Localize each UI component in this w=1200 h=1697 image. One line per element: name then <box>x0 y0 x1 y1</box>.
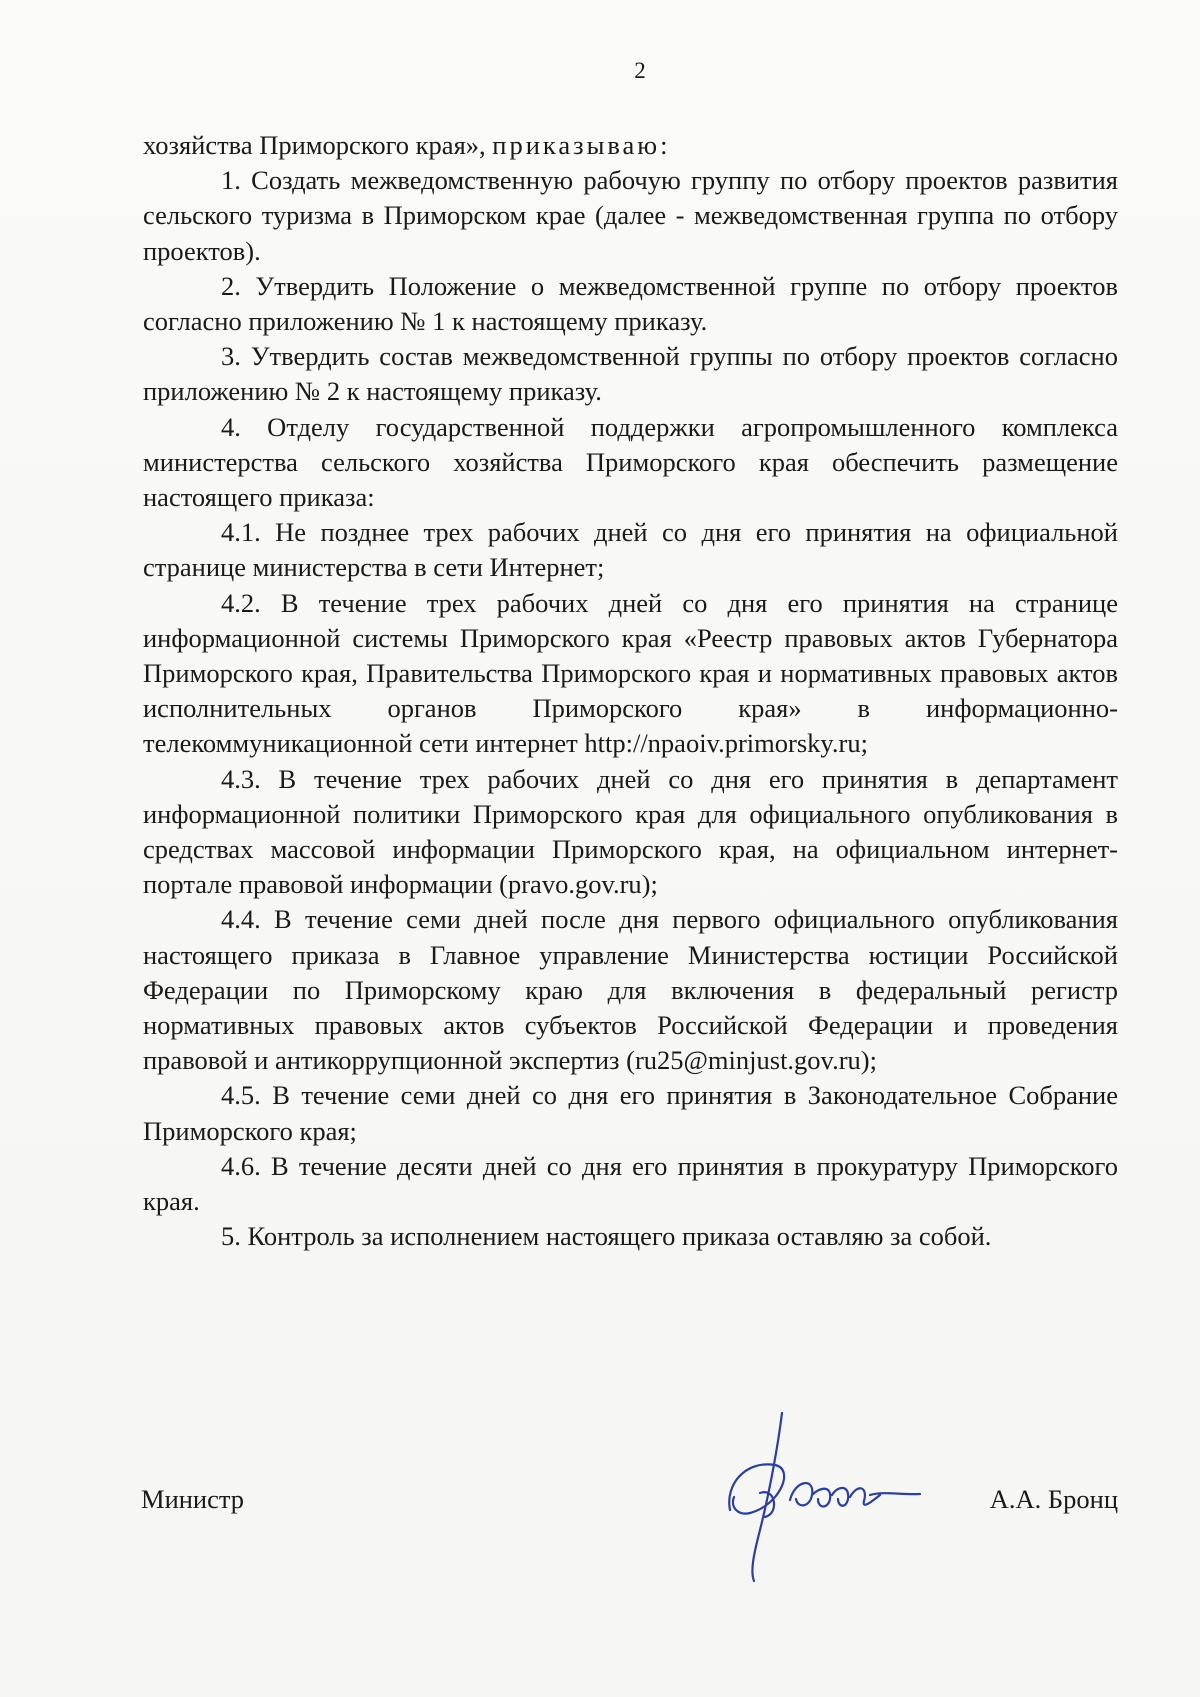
clause-3: 3. Утвердить состав межведомственной группы по отбору проектов согласно приложению № 2 к настоящему приказу. <box>143 341 1118 407</box>
intro-order-word: приказываю: <box>492 130 671 160</box>
clause-5: 5. Контроль за исполнением настоящего приказа оставляю за собой. <box>221 1221 992 1252</box>
intro-text: хозяйства Приморского края», <box>143 130 486 160</box>
clause-4: 4. Отделу государственной поддержки агропромышленного комплекса министерства сельского хозяйства Приморского края обеспечить размещение настоящего приказа: <box>143 411 1118 513</box>
clause-4-3: 4.3. В течение трех рабочих дней со дня его принятия в департамент информационной политики Приморского края для официального опубликования в средствах массовой информации Приморского края, на официальном интернет-портале правовой информации (pravo.gov.ru); <box>143 763 1118 900</box>
clause-4-5: 4.5. В течение семи дней со дня его принятия в Законодательное Собрание Приморского края; <box>143 1080 1118 1146</box>
signatory-name: А.А. Бронц <box>989 1484 1118 1514</box>
page-number: 2 <box>634 58 646 83</box>
signature-block <box>141 1484 1118 1524</box>
clause-4-4: 4.4. В течение семи дней после дня первого официального опубликования настоящего приказа в Главное управление Министерства юстиции Российской Федерации по Приморскому краю для включения в федеральный регистр нормативных правовых актов субъектов Российской Федерации и проведения правовой и антикоррупционной экспертиз (ru25@minjust.gov.ru); <box>143 904 1118 1076</box>
clause-4-2: 4.2. В течение трех рабочих дней со дня его принятия на странице информационной системы Приморского края «Реестр правовых актов Губернатора Приморского края, Правительства Приморского края и нормативных правовых актов исполнительных органов Приморского края» в информационно-телекоммуникационной сети интернет http://npaoiv.primorsky.ru; <box>143 587 1118 759</box>
clause-1: 1. Создать межведомственную рабочую группу по отбору проектов развития сельского туризма в Приморском крае (далее - межведомственная группа по отбору проектов). <box>143 165 1118 266</box>
signatory-title: Министр <box>141 1484 245 1514</box>
intro-line <box>143 128 1118 163</box>
clause-4-1: 4.1. Не позднее трех рабочих дней со дня его принятия на официальной странице министерства в сети Интернет; <box>143 517 1118 583</box>
document-body <box>143 128 1118 1255</box>
clause-2: 2. Утвердить Положение о межведомственной группе по отбору проектов согласно приложению № 1 к настоящему приказу. <box>143 270 1118 337</box>
clause-4-6: 4.6. В течение десяти дней со дня его принятия в прокуратуру Приморского края. <box>143 1150 1118 1217</box>
